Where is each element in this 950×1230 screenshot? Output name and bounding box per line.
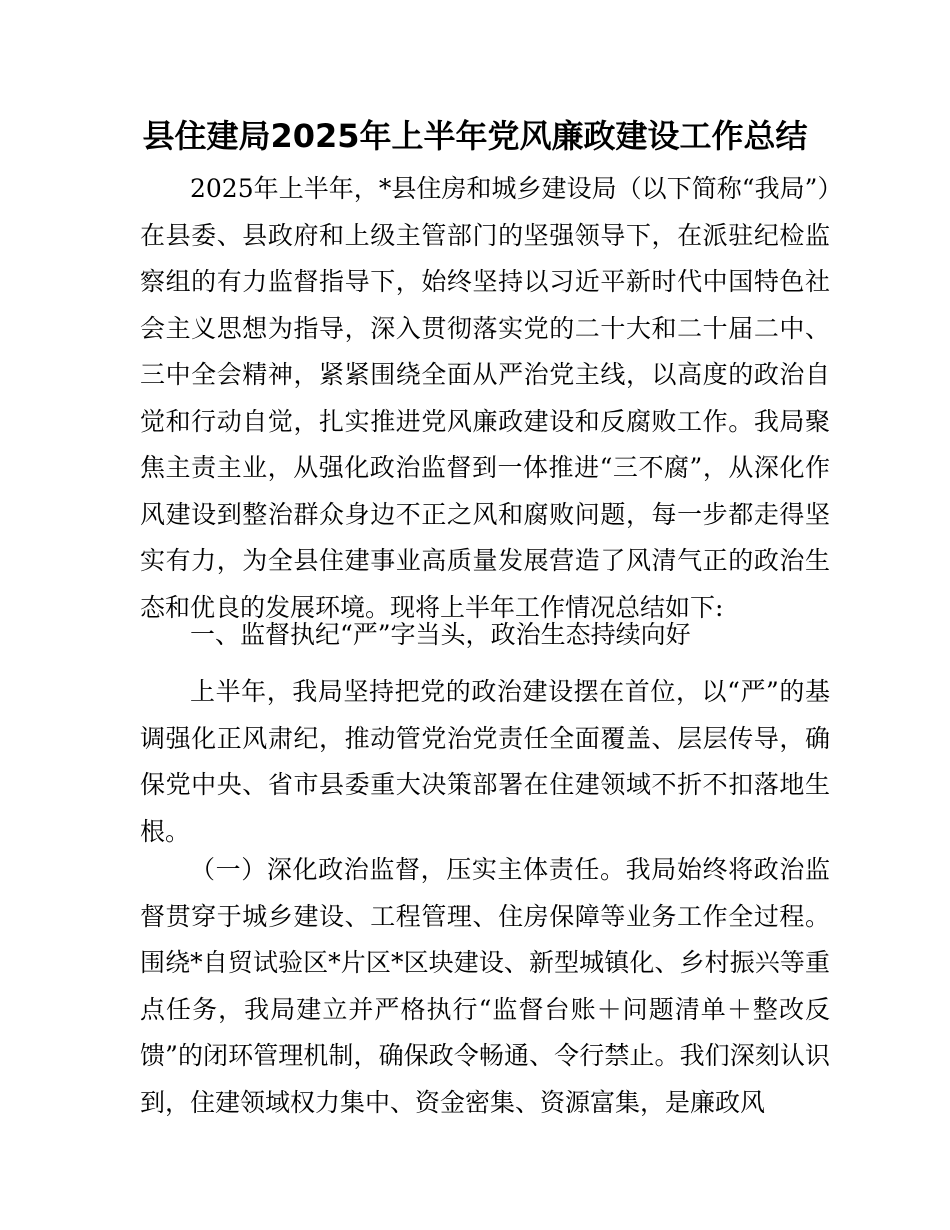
section-item-paragraph: （一）深化政治监督，压实主体责任。我局始终将政治监督贯穿于城乡建设、工程管理、住房保障等业务工作全过程。围绕*自贸试验区*片区*区块建设、新型城镇化、乡村振兴等重点任务，我局建立并严格执行“监督台账＋问题清单＋整改反馈”的闭环管理机制，确保政令畅通、令行禁止。我们深刻认识到，住建领域权力集中、资金密集、资源富集，是廉政风 bbox=[140, 855, 830, 1117]
intro-paragraph: 2025年上半年，*县住房和城乡建设局（以下简称“我局”）在县委、县政府和上级主管部门的坚强领导下，在派驻纪检监察组的有力监督指导下，始终坚持以习近平新时代中国特色社会主义思想为指导，深入贯彻落实党的二十大和二十届二中、三中全会精神，紧紧围绕全面从严治党主线，以高度的政治自觉和行动自觉，扎实推进党风廉政建设和反腐败工作。我局聚焦主责主业，从强化政治监督到一体推进“三不腐”，从深化作风建设到整治群众身边不正之风和腐败问题，每一步都走得坚实有力，为全县住建事业高质量发展营造了风清气正的政治生态和优良的发展环境。现将上半年工作情况总结如下: bbox=[140, 174, 830, 622]
section-intro-paragraph: 上半年，我局坚持把党的政治建设摆在首位，以“严”的基调强化正风肃纪，推动管党治党责任全面覆盖、层层传导，确保党中央、省市县委重大决策部署在住建领域不折不扣落地生根。 bbox=[140, 677, 830, 846]
document-title: 县住建局2025年上半年党风廉政建设工作总结 bbox=[142, 117, 808, 155]
section-heading: 一、监督执纪“严”字当头，政治生态持续向好 bbox=[190, 620, 691, 649]
